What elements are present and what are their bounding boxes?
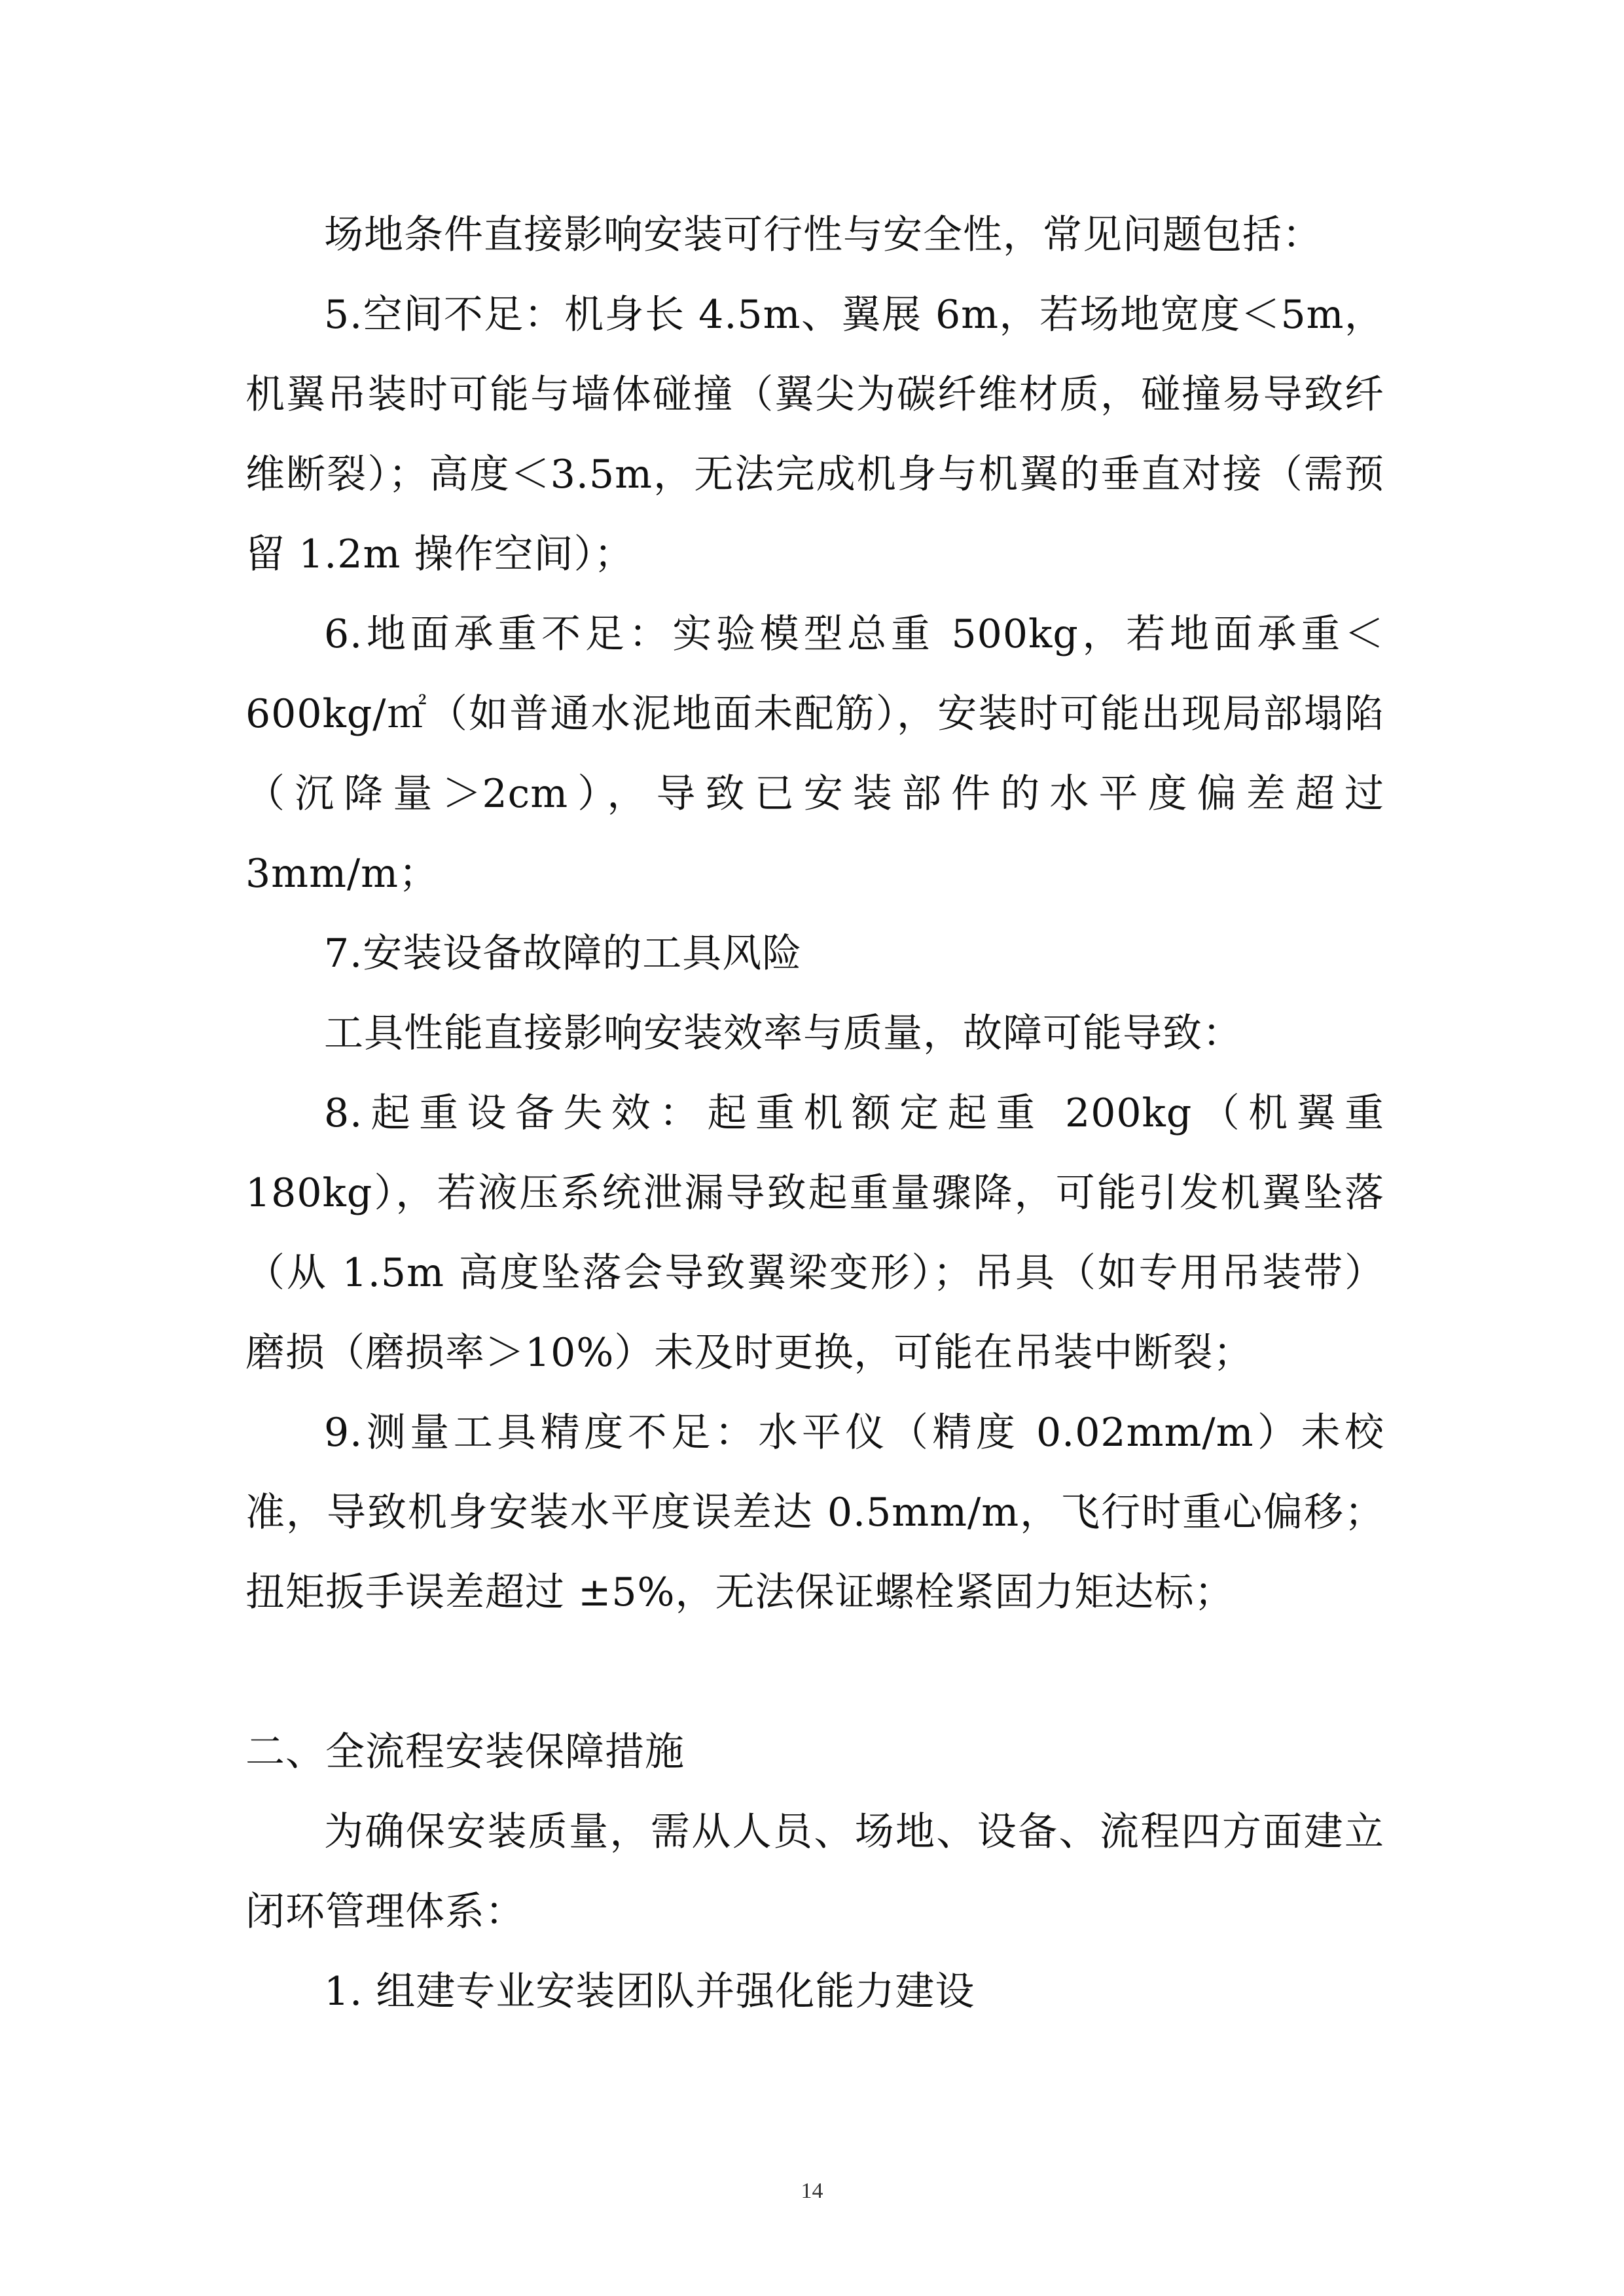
paragraph-management-system: 为确保安装质量，需从人员、场地、设备、流程四方面建立闭环管理体系： (245, 1809, 1384, 1935)
body-text (245, 195, 1384, 2032)
page-number: 14 (801, 2179, 823, 2203)
paragraph-tool-risk: 7.安装设备故障的工具风险 (324, 931, 803, 977)
section-heading: 二、全流程安装保障措施 (245, 1729, 685, 1775)
paragraph-insufficient-space: 5.空间不足：机身长 4.5m、翼展 6m，若场地宽度＜5m，机翼吊装时可能与墙体碰撞（翼尖为碳纤维材质，碰撞易导致纤维断裂）；高度＜3.5m，无法完成机身与机翼的垂直对接（需预留 1.2m 操作空间）； (245, 292, 1384, 577)
paragraph-tool-performance: 工具性能直接影响安装效率与质量，故障可能导致： (324, 1011, 1242, 1056)
paragraph-lifting-failure: 8.起重设备失效：起重机额定起重 200kg（机翼重 180kg），若液压系统泄漏导致起重量骤降，可能引发机翼坠落（从 1.5m 高度坠落会导致翼梁变形）；吊具（如专用吊装带）磨损（磨损率＞10%）未及时更换，可能在吊装中断裂； (245, 1090, 1384, 1376)
paragraph-measurement-precision: 9.测量工具精度不足：水平仪（精度 0.02mm/m）未校准，导致机身安装水平度误差达 0.5mm/m，飞行时重心偏移；扭矩扳手误差超过 ±5%，无法保证螺栓紧固力矩达标； (245, 1410, 1384, 1615)
paragraph-team-building: 1. 组建专业安装团队并强化能力建设 (324, 1969, 975, 2015)
paragraph-site-conditions: 场地条件直接影响安装可行性与安全性，常见问题包括： (324, 212, 1322, 258)
paragraph-ground-load: 6.地面承重不足：实验模型总重 500kg，若地面承重＜600kg/㎡（如普通水泥地面未配筋），安装时可能出现局部塌陷（沉降量＞2cm），导致已安装部件的水平度偏差超过 3mm/m； (245, 611, 1384, 897)
